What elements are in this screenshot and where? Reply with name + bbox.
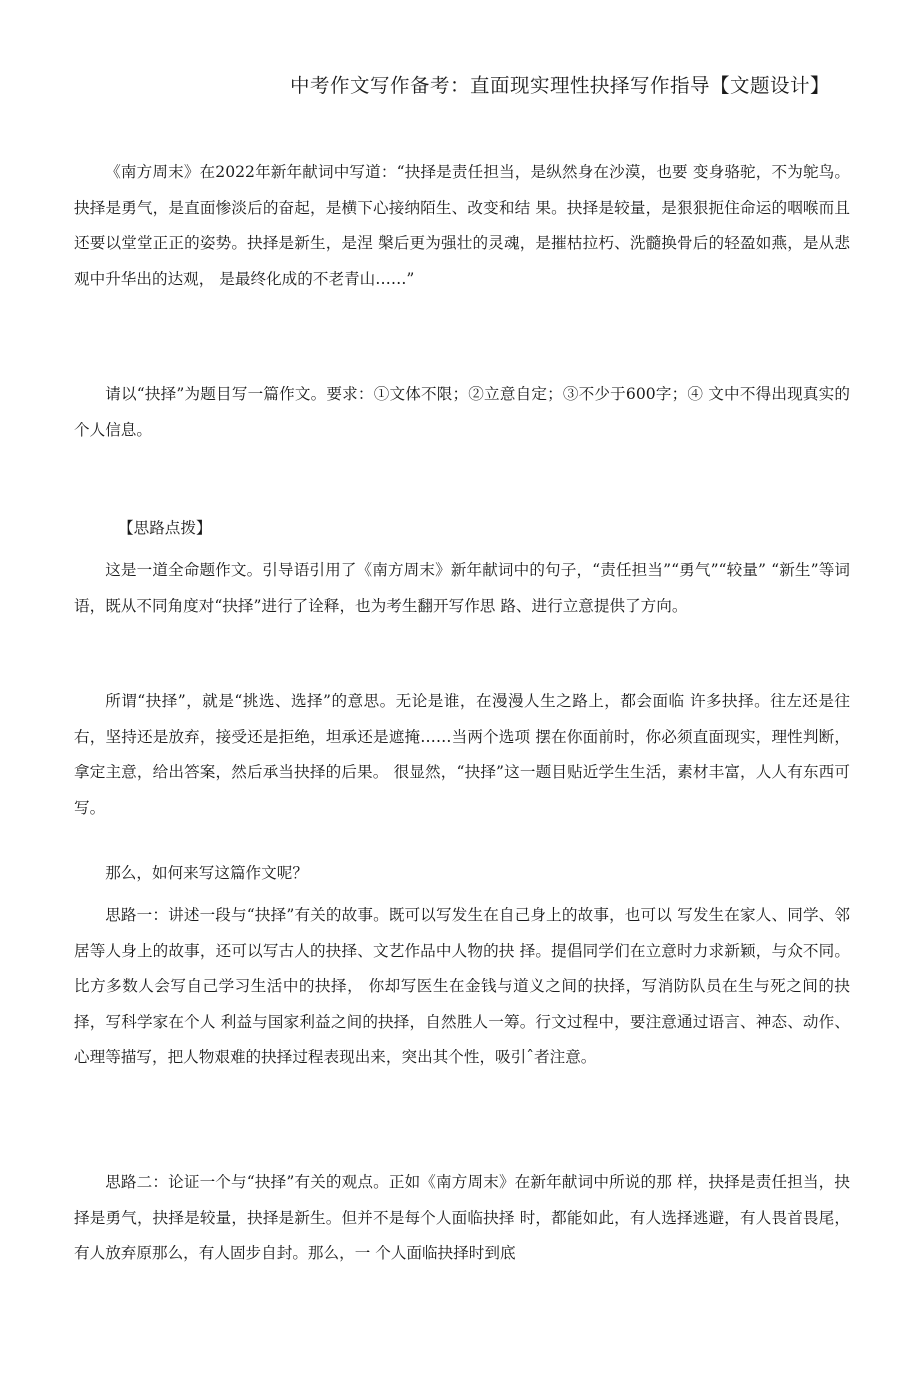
analysis-paragraph-1: 这是一道全命题作文。引导语引用了《南方周末》新年献词中的句子，“责任担当”“勇气”“较量” “新生”等词语，既从不同角度对“抉择”进行了诠释，也为考生翻开写作思 路、进行立意提供了方向。 xyxy=(74,561,850,615)
section-heading: 【思路点拨】 xyxy=(118,519,212,537)
idea-two-paragraph: 思路二：论证一个与“抉择”有关的观点。正如《南方周末》在新年献词中所说的那 样，抉择是责任担当，抉择是勇气，抉择是较量，抉择是新生。但并不是每个人面临抉择 时，都能如此，有人选择逃避，有人畏首畏尾，有人放弃原那么，有人固步自封。那么，一 个人面临抉择时到底 xyxy=(74,1173,850,1262)
writing-prompt-paragraph: 请以“抉择”为题目写一篇作文。要求：①文体不限；②立意自定；③不少于600字；④ 文中不得出现真实的个人信息。 xyxy=(74,385,850,439)
intro-quote-paragraph: 《南方周末》在2022年新年献词中写道：“抉择是责任担当，是纵然身在沙漠，也要 变身骆驼，不为鸵鸟。抉择是勇气，是直面惨淡后的奋起，是横下心接纳陌生、改变和结 果。抉择是较量，是狠狠扼住命运的咽喉而且还要以堂堂正正的姿势。抉择是新生，是涅 槃后更为强壮的灵魂，是摧枯拉朽、洗髓换骨后的轻盈如燕，是从悲观中升华出的达观， 是最终化成的不老青山……” xyxy=(74,163,850,288)
idea-one-paragraph: 思路一：讲述一段与“抉择”有关的故事。既可以写发生在自己身上的故事，也可以 写发生在家人、同学、邻居等人身上的故事，还可以写古人的抉择、文艺作品中人物的抉 择。提倡同学们在立意时力求新颖，与众不同。比方多数人会写自己学习生活中的抉择， 你却写医生在金钱与道义之间的抉择，写消防队员在生与死之间的抉择，写科学家在个人 利益与国家利益之间的抉择，自然胜人一筹。行文过程中，要注意通过语言、神态、动作、 心理等描写，把人物艰难的抉择过程表现出来，突出其个性，吸引ˆ者注意。 xyxy=(74,906,850,1066)
analysis-paragraph-2: 所谓“抉择”，就是“挑选、选择”的意思。无论是谁，在漫漫人生之路上，都会面临 许多抉择。往左还是往右，坚持还是放弃，接受还是拒绝，坦承还是遮掩……当两个选项 摆在你面前时，你必须直面现实，理性判断，拿定主意，给出答案，然后承当抉择的后果。 很显然，“抉择”这一题目贴近学生生活，素材丰富，人人有东西可写。 xyxy=(74,692,850,817)
page-title: 中考作文写作备考：直面现实理性抉择写作指导【文题设计】 xyxy=(289,74,830,97)
question-paragraph: 那么，如何来写这篇作文呢？ xyxy=(105,864,308,882)
